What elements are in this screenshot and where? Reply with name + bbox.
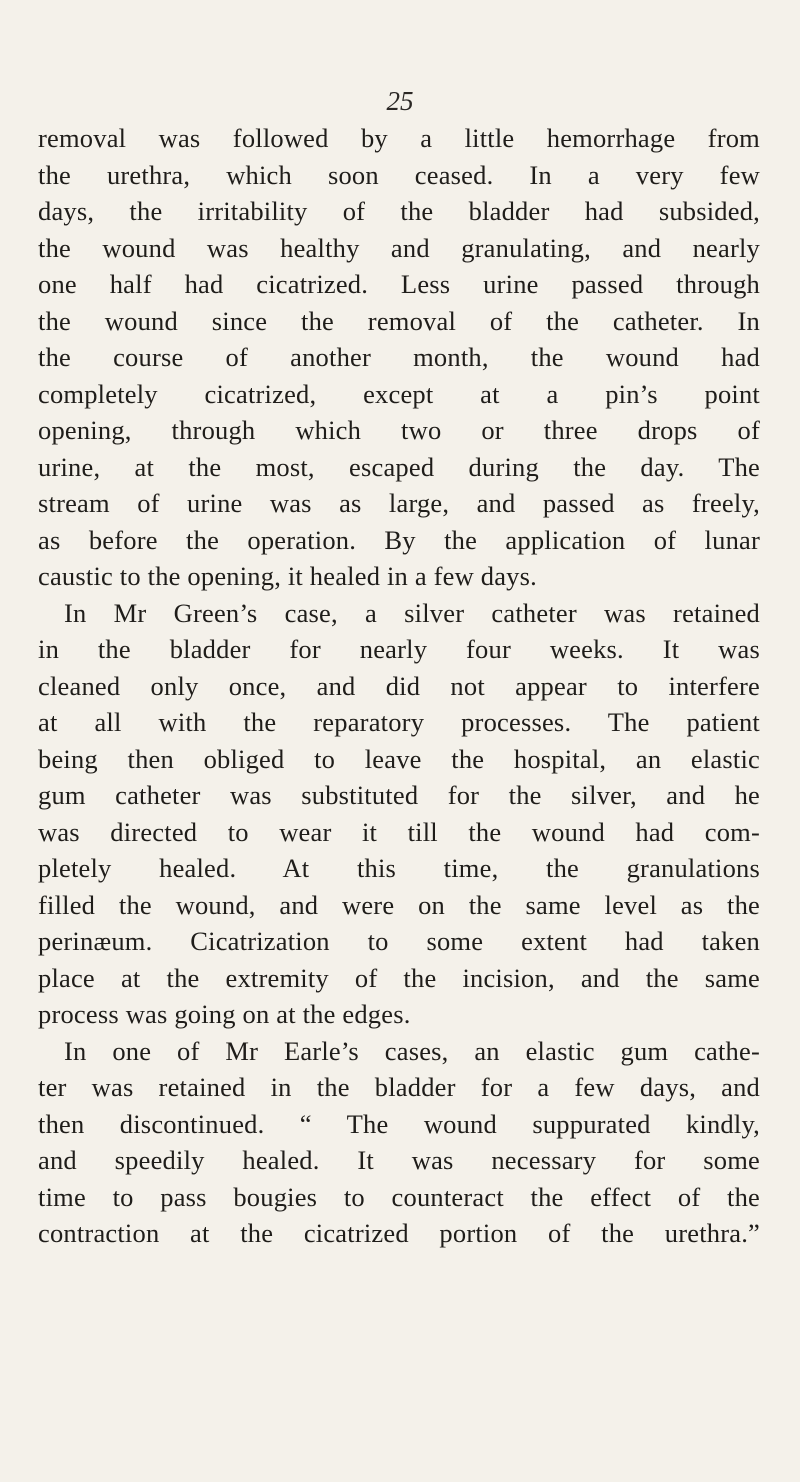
text-line: being then obliged to leave the hospital, an elastic — [38, 743, 760, 774]
text-line: the course of another month, the wound had — [38, 342, 760, 372]
paragraph-start-line: In one of Mr Earle’s cases, an elastic gum cathe- — [64, 1035, 760, 1066]
text-line: days, the irritability of the bladder had subsided, — [38, 196, 760, 226]
body-text — [38, 120, 760, 1252]
text-line: urine, at the most, escaped during the day. The — [38, 451, 760, 482]
page-number: 25 — [386, 86, 414, 116]
text-line: time to pass bougies to counteract the effect of the — [38, 1181, 760, 1212]
text-line: opening, through which two or three drops of — [38, 415, 760, 445]
text-line: perinæum. Cicatrization to some extent had taken — [38, 926, 760, 956]
text-line: caustic to the opening, it healed in a few days. — [38, 561, 537, 591]
text-line: in the bladder for nearly four weeks. It was — [38, 634, 760, 664]
text-line: as before the operation. By the application of lunar — [38, 524, 760, 555]
text-line: contraction at the cicatrized portion of the urethra.” — [38, 1218, 760, 1248]
text-line: stream of urine was as large, and passed as freely, — [38, 488, 760, 518]
text-line: removal was followed by a little hemorrhage from — [38, 123, 760, 153]
text-line: pletely healed. At this time, the granulations — [38, 853, 760, 883]
paragraph-start-line: In Mr Green’s case, a silver catheter was retained — [64, 597, 760, 628]
text-line: process was going on at the edges. — [38, 999, 411, 1029]
text-line: the wound since the removal of the catheter. In — [38, 305, 760, 336]
text-line: gum catheter was substituted for the silver, and he — [38, 780, 760, 810]
text-line: and speedily healed. It was necessary for some — [38, 1145, 760, 1175]
text-line: was directed to wear it till the wound had com- — [38, 816, 760, 847]
text-line: at all with the reparatory processes. The patient — [38, 707, 760, 737]
text-line: completely cicatrized, except at a pin’s point — [38, 378, 760, 409]
text-line: one half had cicatrized. Less urine passed through — [38, 269, 760, 299]
text-line: place at the extremity of the incision, and the same — [38, 962, 760, 993]
text-line: ter was retained in the bladder for a few days, and — [38, 1072, 760, 1102]
text-line: the urethra, which soon ceased. In a very few — [38, 159, 760, 190]
text-line: filled the wound, and were on the same level as the — [38, 889, 760, 920]
text-line: the wound was healthy and granulating, and nearly — [38, 232, 760, 263]
text-line: cleaned only once, and did not appear to interfere — [38, 670, 760, 701]
text-line: then discontinued. “ The wound suppurated kindly, — [38, 1108, 760, 1139]
